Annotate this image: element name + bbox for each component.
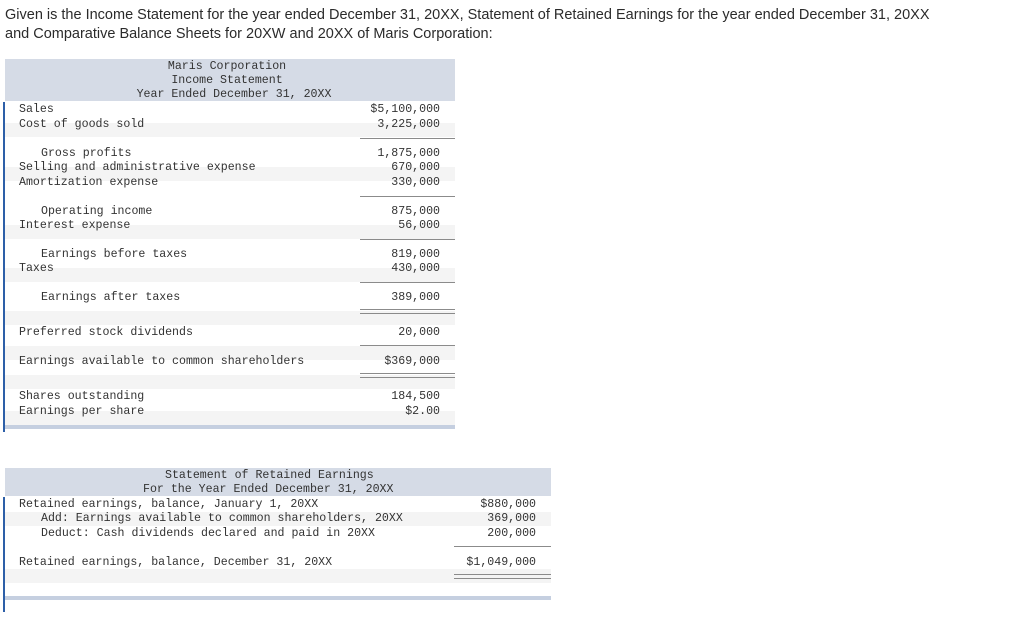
company-name: Maris Corporation bbox=[167, 60, 287, 73]
total-double-rule bbox=[360, 373, 455, 378]
row-stripe bbox=[5, 268, 455, 282]
table-footer-bar bbox=[5, 425, 455, 429]
row-amount: 56,000 bbox=[398, 219, 440, 232]
row-amount: $2.00 bbox=[405, 405, 440, 418]
income-statement-table bbox=[5, 59, 455, 435]
row-label: Preferred stock dividends bbox=[19, 326, 193, 339]
table-footer-bar bbox=[5, 596, 551, 600]
row-label: Operating income bbox=[41, 205, 153, 218]
row-label: Earnings after taxes bbox=[41, 291, 181, 304]
row-amount: 819,000 bbox=[391, 248, 440, 261]
row-label: Cost of goods sold bbox=[19, 118, 145, 131]
retained-earnings-table bbox=[5, 468, 551, 602]
row-amount: $5,100,000 bbox=[370, 103, 440, 116]
row-label: Shares outstanding bbox=[19, 390, 145, 403]
subtotal-rule bbox=[360, 138, 455, 139]
statement-title: Statement of Retained Earnings bbox=[165, 469, 374, 482]
row-label: Gross profits bbox=[41, 147, 132, 160]
row-amount: 184,500 bbox=[391, 390, 440, 403]
row-amount: 330,000 bbox=[391, 176, 440, 189]
row-amount: 875,000 bbox=[391, 205, 440, 218]
row-label: Interest expense bbox=[19, 219, 131, 232]
total-double-rule bbox=[360, 309, 455, 314]
row-amount: 200,000 bbox=[487, 527, 536, 540]
row-amount: 670,000 bbox=[391, 161, 440, 174]
statement-period: For the Year Ended December 31, 20XX bbox=[143, 483, 394, 496]
row-amount: 389,000 bbox=[391, 291, 440, 304]
row-label: Amortization expense bbox=[19, 176, 159, 189]
row-amount: 3,225,000 bbox=[377, 118, 440, 131]
row-label: Earnings per share bbox=[19, 405, 145, 418]
row-label: Taxes bbox=[19, 262, 54, 275]
row-label: Sales bbox=[19, 103, 54, 116]
statement-period: Year Ended December 31, 20XX bbox=[136, 88, 332, 101]
intro-text: Given is the Income Statement for the year ended December 31, 20XX, Statement of Retained Earnings for the year ended December 31, 20XX and Comparative Balance Sheets for 20XW and 20XX of Maris Corporation: bbox=[5, 7, 930, 42]
subtotal-rule bbox=[360, 345, 455, 346]
row-amount: $1,049,000 bbox=[466, 556, 536, 569]
row-label: Deduct: Cash dividends declared and paid in 20XX bbox=[41, 527, 375, 540]
row-amount: $369,000 bbox=[384, 355, 440, 368]
subtotal-rule bbox=[454, 546, 551, 547]
total-double-rule bbox=[454, 574, 551, 579]
row-amount: 20,000 bbox=[398, 326, 440, 339]
subtotal-rule bbox=[360, 239, 455, 240]
row-amount: 1,875,000 bbox=[377, 147, 440, 160]
subtotal-rule bbox=[360, 196, 455, 197]
row-label: Selling and administrative expense bbox=[19, 161, 256, 174]
statement-title: Income Statement bbox=[171, 74, 283, 87]
row-amount: $880,000 bbox=[480, 498, 536, 511]
row-label: Earnings before taxes bbox=[41, 248, 188, 261]
row-amount: 369,000 bbox=[487, 512, 536, 525]
row-label: Retained earnings, balance, December 31, 20XX bbox=[19, 556, 333, 569]
row-label: Add: Earnings available to common shareholders, 20XX bbox=[41, 512, 403, 525]
row-label: Retained earnings, balance, January 1, 20XX bbox=[19, 498, 319, 511]
row-label: Earnings available to common shareholders bbox=[19, 355, 305, 368]
subtotal-rule bbox=[360, 282, 455, 283]
row-amount: 430,000 bbox=[391, 262, 440, 275]
